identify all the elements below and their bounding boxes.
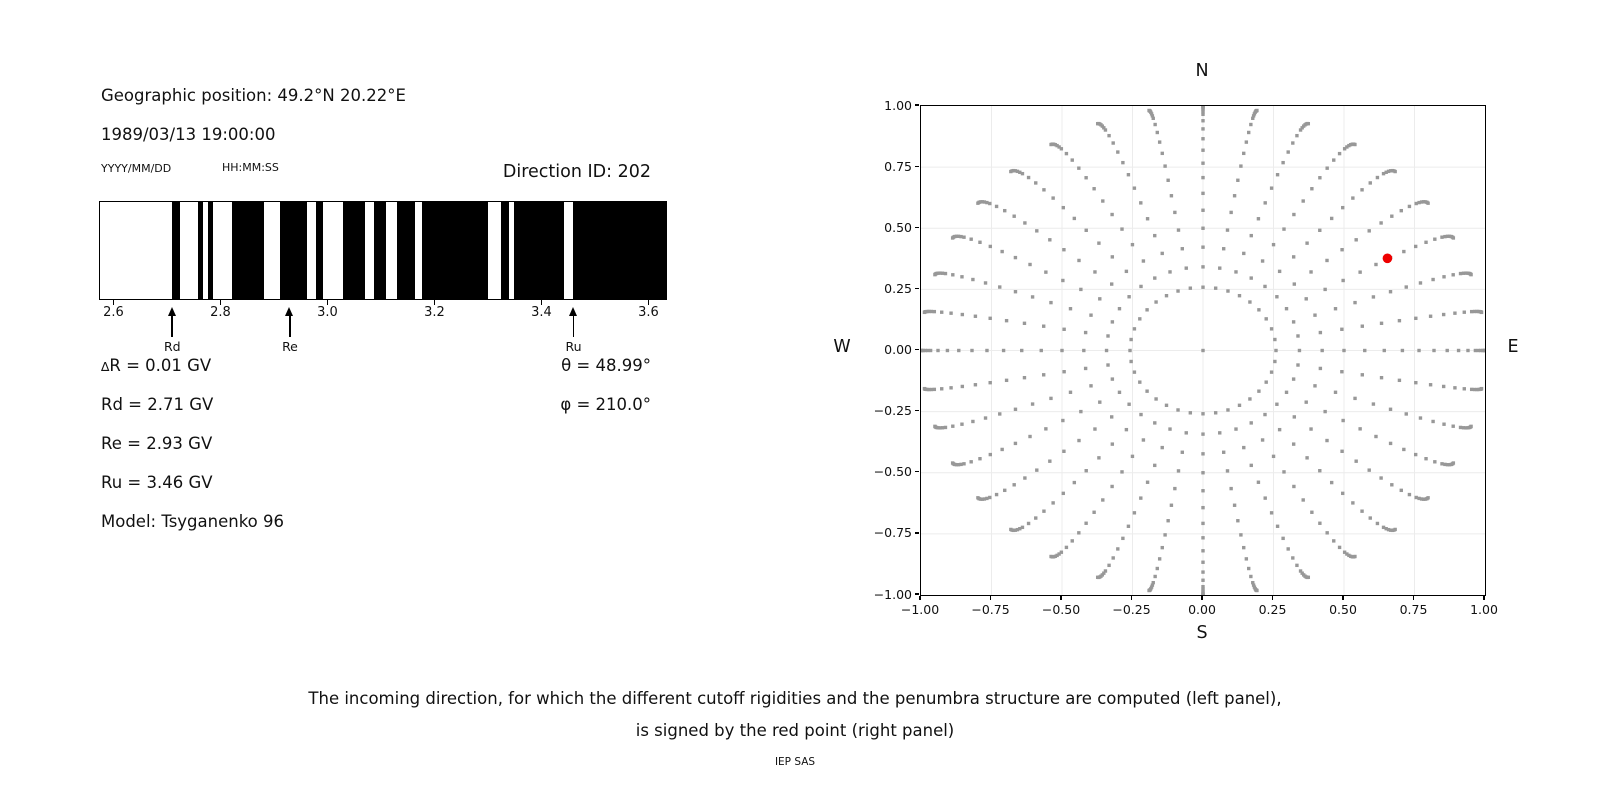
y-tick-label: −1.00 (873, 586, 912, 602)
x-tick (919, 596, 920, 601)
x-tick (1342, 596, 1343, 601)
delta-r-value: ∆R = 0.01 GV (101, 356, 212, 375)
phi-value: φ = 210.0° (560, 395, 651, 414)
penumbra-black-band (198, 202, 203, 299)
x-tick-label: −0.25 (1112, 602, 1151, 617)
rigidity-tick-label: 3.2 (424, 305, 445, 320)
cutoff-arrow-shaft (573, 315, 575, 337)
x-tick (1060, 596, 1061, 601)
y-tick-label: 1.00 (884, 97, 912, 113)
rigidity-tick (113, 300, 114, 305)
penumbra-black-band (514, 202, 564, 299)
rigidity-tick (434, 300, 435, 305)
y-tick (915, 349, 920, 350)
cutoff-arrow-label: Ru (565, 339, 582, 354)
credit-label: IEP SAS (774, 756, 816, 768)
cutoff-arrow-shaft (289, 315, 291, 337)
datetime-text: 1989/03/13 19:00:00 (101, 125, 276, 144)
x-tick-label: 0.25 (1258, 602, 1287, 617)
x-tick-label: 1.00 (1470, 602, 1498, 617)
rigidity-tick-label: 2.6 (103, 305, 124, 320)
x-tick-label: 0.00 (1188, 602, 1216, 617)
rigidity-tick (648, 300, 649, 305)
y-tick (915, 166, 920, 167)
direction-plot (920, 105, 1486, 596)
penumbra-black-band (280, 202, 307, 299)
ru-value: Ru = 3.46 GV (101, 473, 213, 492)
y-tick (915, 227, 920, 228)
penumbra-black-band (573, 202, 666, 299)
y-tick-label: −0.25 (873, 403, 912, 419)
y-tick (915, 593, 920, 594)
time-format-label: HH:MM:SS (222, 161, 279, 174)
y-tick-label: 0.25 (884, 280, 912, 296)
caption-line-2: is signed by the red point (right panel) (635, 721, 955, 740)
x-tick (1201, 596, 1202, 601)
penumbra-black-band (172, 202, 180, 299)
x-tick (1272, 596, 1273, 601)
penumbra-black-band (343, 202, 365, 299)
penumbra-black-band (316, 202, 323, 299)
y-tick-label: 0.75 (884, 158, 912, 174)
model-label: Model: Tsyganenko 96 (101, 512, 285, 531)
x-tick-label: −0.75 (971, 602, 1010, 617)
y-tick (915, 410, 920, 411)
penumbra-black-band (397, 202, 415, 299)
theta-value: θ = 48.99° (561, 356, 651, 375)
x-tick-label: −1.00 (900, 602, 940, 617)
cutoff-arrow-label: Rd (163, 339, 181, 354)
penumbra-plot (99, 201, 667, 300)
penumbra-black-band (374, 202, 386, 299)
red-direction-point (1383, 254, 1393, 264)
south-label: S (1196, 623, 1208, 643)
y-tick-label: 0.00 (884, 342, 912, 357)
x-tick (1131, 596, 1132, 601)
geographic-position-text: Geographic position: 49.2°N 20.22°E (101, 86, 406, 105)
rd-value: Rd = 2.71 GV (101, 395, 214, 414)
west-label: W (833, 337, 851, 357)
delta-symbol: ∆ (101, 359, 110, 374)
re-value: Re = 2.93 GV (101, 434, 213, 453)
y-tick (915, 288, 920, 289)
rigidity-tick-label: 3.0 (317, 305, 338, 320)
y-tick (915, 104, 920, 105)
cutoff-arrow-label: Re (282, 339, 298, 354)
penumbra-black-band (208, 202, 213, 299)
y-tick-label: −0.75 (873, 525, 912, 541)
x-tick (990, 596, 991, 601)
rigidity-tick (220, 300, 221, 305)
direction-id-label: Direction ID: 202 (502, 162, 651, 182)
date-format-label: YYYY/MM/DD (101, 162, 172, 175)
cutoff-arrow-shaft (171, 315, 173, 337)
x-tick-label: 0.75 (1399, 602, 1428, 617)
rigidity-tick (327, 300, 328, 305)
penumbra-black-band (501, 202, 509, 299)
penumbra-black-band (422, 202, 488, 299)
x-tick (1483, 596, 1484, 601)
rigidity-tick (541, 300, 542, 305)
rigidity-tick-label: 3.4 (531, 305, 552, 320)
penumbra-black-band (232, 202, 265, 299)
y-tick (915, 471, 920, 472)
north-label: N (1195, 61, 1209, 81)
x-tick-label: 0.50 (1329, 602, 1357, 617)
y-tick-label: −0.50 (873, 464, 912, 480)
east-label: E (1507, 337, 1519, 357)
rigidity-tick-label: 2.8 (210, 305, 231, 320)
caption-line-1: The incoming direction, for which the different cutoff rigidities and the penumbra structure are computed (left panel), (308, 689, 1282, 708)
rigidity-tick-label: 3.6 (638, 305, 659, 320)
y-tick-label: 0.50 (884, 219, 912, 235)
x-tick (1413, 596, 1414, 601)
direction-scatter (921, 106, 1485, 595)
y-tick (915, 532, 920, 533)
x-tick-label: −0.50 (1041, 602, 1081, 617)
